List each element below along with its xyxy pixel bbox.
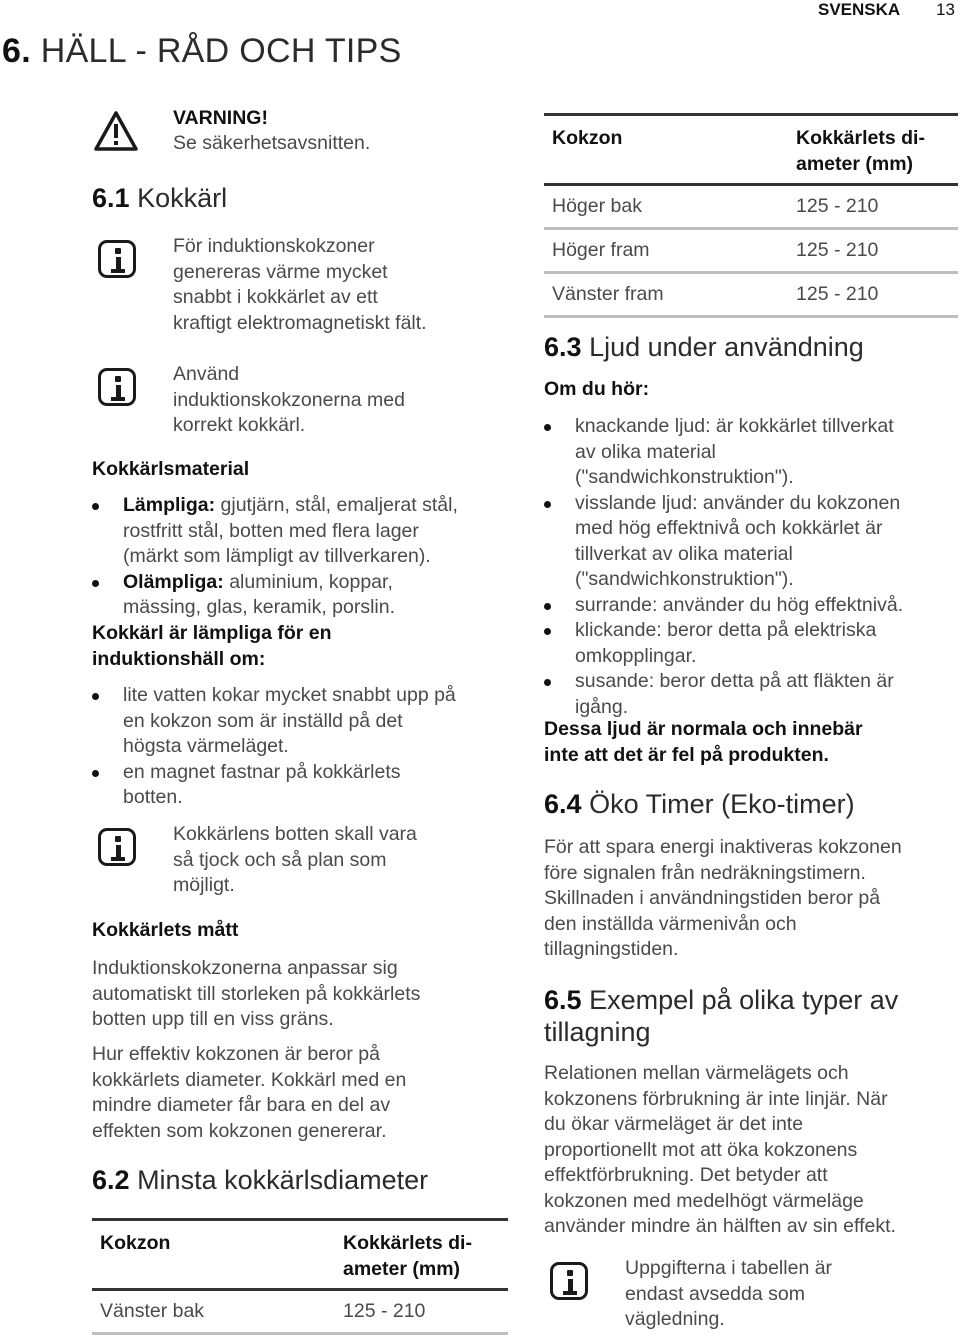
- cell-diameter: 125 - 210: [335, 1290, 508, 1334]
- language-label: SVENSKA: [818, 0, 901, 19]
- cell-zone: Höger bak: [544, 185, 788, 229]
- section-6-2-heading: [92, 1165, 428, 1196]
- list-item: surrande: använder du hög effektnivå.: [544, 593, 958, 619]
- page-number: 13: [936, 0, 955, 19]
- cell-diameter: 125 - 210: [788, 229, 958, 273]
- sounds-conclusion: Dessa ljud är normala och innebär inte att det är fel på produkten.: [544, 718, 863, 766]
- list-item: knackande ljud: är kokkärlet tillverkat av olika material ("sandwichkonstruktion").: [544, 414, 958, 491]
- section-number: 6.1: [92, 183, 130, 213]
- section-number: 6.4: [544, 789, 582, 819]
- table-header-row: [92, 1220, 508, 1290]
- section-title: Öko Timer (Eko-timer): [589, 789, 855, 819]
- chapter-title: [2, 32, 402, 71]
- cooking-examples-paragraph: Relationen mellan värmelägets och kokzonens förbrukning är inte linjär. När du ökar värmeläget är det inte proportionellt mot att öka kokzonens effektförbrukning. Det betyder att kokzonen med medelhögt värmeläge använder mindre än hälften av sin effekt.: [544, 1062, 896, 1237]
- suitable-heading: Kokkärl är lämpliga för en induktionshäll om:: [92, 622, 332, 670]
- list-item: klickande: beror detta på elektriska omkopplingar.: [544, 618, 958, 669]
- table-header-row: [544, 115, 958, 185]
- table-row: [544, 229, 958, 273]
- info-icon: [98, 368, 136, 406]
- material-heading: Kokkärlsmaterial: [92, 458, 250, 480]
- info-note-induction: För induktionskokzoner genereras värme mycket snabbt i kokkärlet av ett kraftigt elektromagnetiskt fält.: [173, 235, 427, 334]
- column-header-zone: Kokzon: [544, 115, 788, 185]
- list-item: lite vatten kokar mycket snabbt upp på en kokzon som är inställd på det högsta värmeläget.: [92, 683, 512, 760]
- info-note-correct-cookware: Använd induktionskokzonerna med korrekt kokkärl.: [173, 363, 405, 436]
- section-title: Ljud under användning: [589, 332, 864, 362]
- column-header-diameter: Kokkärlets di- ameter (mm): [788, 115, 958, 185]
- size-paragraph-2: Hur effektiv kokzonen är beror på kokkärlets diameter. Kokkärl med en mindre diameter får bara en del av effekten som kokzonen genererar.: [92, 1043, 407, 1142]
- cell-zone: Höger fram: [544, 229, 788, 273]
- sounds-list: [544, 414, 958, 720]
- table-row: [544, 273, 958, 317]
- list-item: Lämpliga: gjutjärn, stål, emaljerat stål, rostfritt stål, botten med flera lager (märkt som lämpligt av tillverkaren).: [92, 493, 512, 570]
- size-heading: Kokkärlets mått: [92, 919, 239, 941]
- table-row: [544, 185, 958, 229]
- info-icon: [550, 1262, 588, 1300]
- section-number: 6.3: [544, 332, 582, 362]
- section-6-5-heading: [544, 984, 898, 1048]
- min-diameter-table: [92, 1218, 508, 1335]
- section-title: Kokkärl: [137, 183, 228, 213]
- info-icon: [98, 828, 136, 866]
- list-item: susande: beror detta på att fläkten är igång.: [544, 669, 958, 720]
- column-header-diameter: Kokkärlets di- ameter (mm): [335, 1220, 508, 1290]
- column-header-zone: Kokzon: [92, 1220, 335, 1290]
- cell-diameter: 125 - 210: [788, 185, 958, 229]
- warning-icon: [93, 110, 139, 152]
- suitable-list: [92, 683, 512, 811]
- section-number: 6.2: [92, 1165, 130, 1195]
- section-title-continued: tillagning: [544, 1017, 651, 1047]
- cell-zone: Vänster bak: [92, 1290, 335, 1334]
- sounds-intro: Om du hör:: [544, 378, 650, 400]
- cell-diameter: 125 - 210: [788, 273, 958, 317]
- section-6-3-heading: [544, 332, 864, 363]
- chapter-title-text: HÄLL - RÅD OCH TIPS: [40, 32, 402, 70]
- section-title: Minsta kokkärlsdiameter: [137, 1165, 429, 1195]
- list-item: en magnet fastnar på kokkärlets botten.: [92, 760, 512, 811]
- diameter-table-continued: [544, 113, 958, 318]
- list-item: visslande ljud: använder du kokzonen med hög effektnivå och kokkärlet är tillverkat av olika material ("sandwichkonstruktion").: [544, 491, 958, 593]
- material-list: [92, 493, 512, 621]
- warning-title: VARNING!: [173, 107, 268, 129]
- section-6-1-heading: [92, 183, 227, 214]
- section-title: Exempel på olika typer av: [589, 985, 899, 1015]
- warning-text: Se säkerhetsavsnitten.: [173, 132, 371, 154]
- table-row: [92, 1290, 508, 1334]
- section-6-4-heading: [544, 789, 855, 820]
- list-item: Olämpliga: aluminium, koppar, mässing, glas, keramik, porslin.: [92, 570, 512, 621]
- info-note-table-guidance: Uppgifterna i tabellen är endast avsedda som vägledning.: [625, 1257, 833, 1330]
- size-paragraph-1: Induktionskokzonerna anpassar sig automatiskt till storleken på kokkärlets botten upp till en viss gräns.: [92, 957, 421, 1030]
- cell-zone: Vänster fram: [544, 273, 788, 317]
- info-note-thick-bottom: Kokkärlens botten skall vara så tjock och så plan som möjligt.: [173, 823, 417, 896]
- section-number: 6.5: [544, 985, 582, 1015]
- info-icon: [98, 240, 136, 278]
- chapter-number: 6.: [2, 32, 31, 70]
- eco-timer-paragraph: För att spara energi inaktiveras kokzonen före signalen från nedräkningstimern. Skillnaden i användningstiden beror på den inställda värmenivån och tillagningstiden.: [544, 836, 902, 960]
